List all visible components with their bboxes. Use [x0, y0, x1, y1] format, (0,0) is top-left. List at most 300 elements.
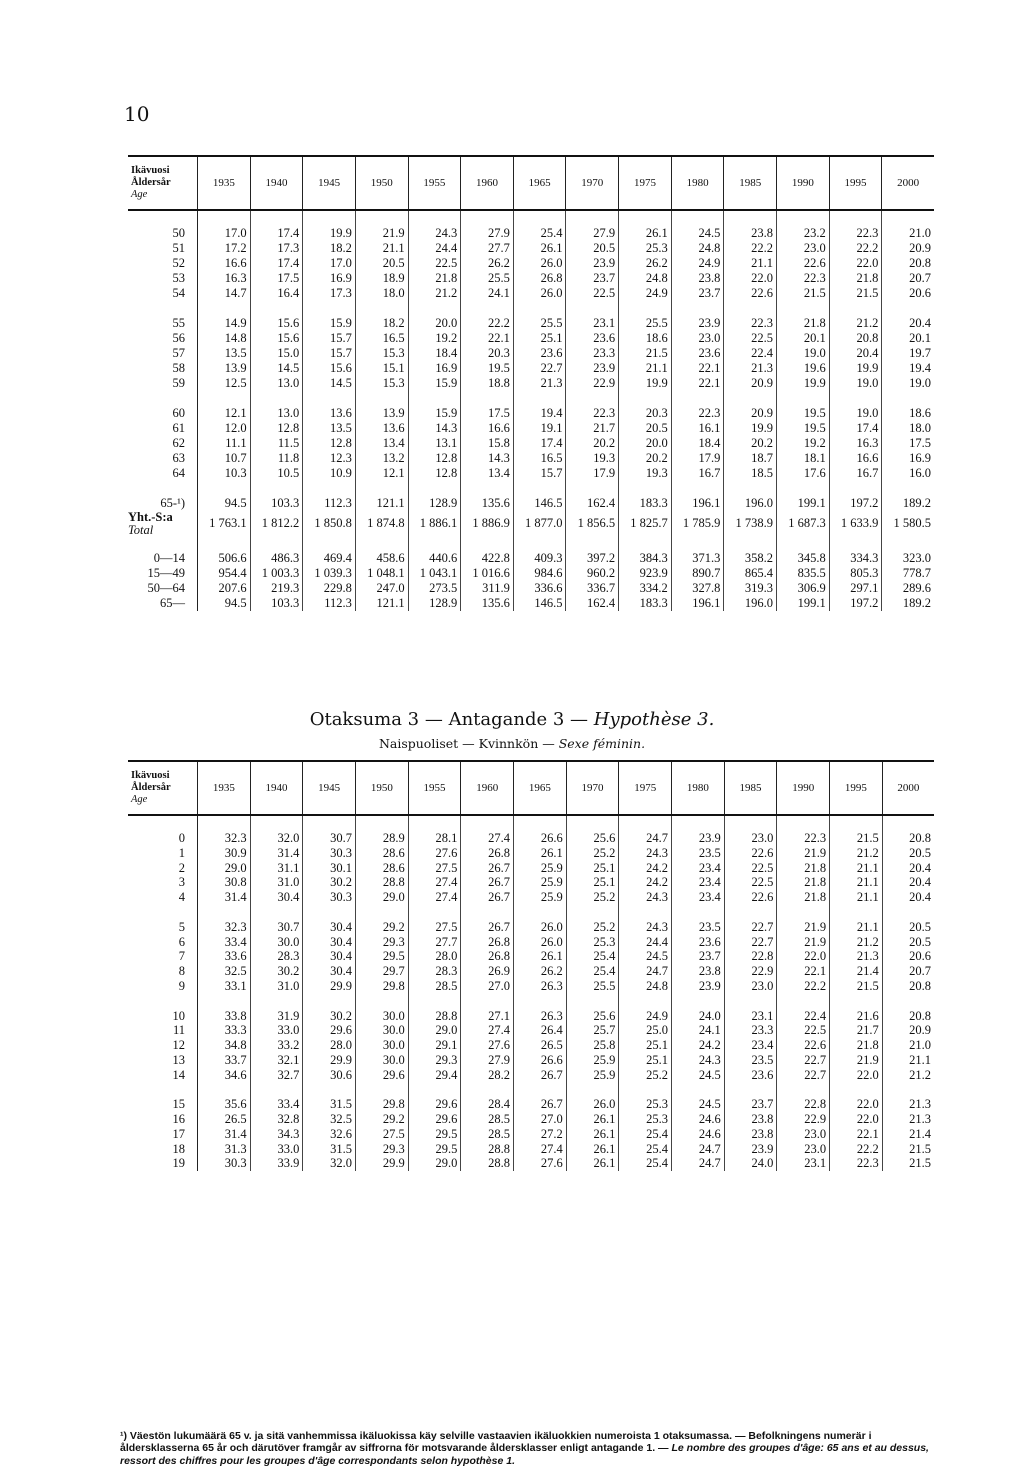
spacer-cell — [777, 481, 830, 496]
value-cell: 14.7 — [198, 286, 251, 301]
value-cell: 23.6 — [513, 346, 566, 361]
value-cell: 23.4 — [672, 875, 725, 890]
year-header: 1980 — [671, 156, 724, 210]
spacer-cell — [672, 1082, 725, 1097]
value-cell: 21.1 — [619, 361, 672, 376]
value-cell: 24.7 — [672, 1156, 725, 1171]
value-cell: 20.7 — [909, 964, 931, 979]
value-cell: 18.1 — [777, 451, 830, 466]
age-label: Yht.-S:a — [128, 510, 173, 524]
value-cell: 22.0 — [724, 271, 777, 286]
spacer-cell — [250, 536, 303, 551]
value-cell: 30.8 — [198, 875, 251, 890]
value-cell: 16.4 — [250, 286, 303, 301]
spacer-cell — [619, 1082, 672, 1097]
table-row — [128, 406, 934, 421]
year-header: 1980 — [672, 761, 725, 815]
value-cell: 27.9 — [566, 226, 619, 241]
spacer-cell — [777, 994, 830, 1009]
value-cell: 18.5 — [724, 466, 777, 481]
value-cell: 23.5 — [672, 846, 725, 861]
value-cell: 135.6 — [461, 596, 514, 611]
upper-table-body — [128, 210, 934, 611]
value-cell: 31.4 — [198, 890, 251, 905]
table-row — [128, 1068, 934, 1083]
value-cell: 29.8 — [356, 979, 409, 994]
value-cell: 20.5 — [909, 919, 931, 934]
value-cell: 20.1 — [777, 331, 830, 346]
value-cell: 33.3 — [198, 1023, 251, 1038]
value-cell: 29.0 — [408, 1023, 461, 1038]
value-cell: 13.6 — [303, 406, 356, 421]
value-cell: 18.2 — [355, 316, 408, 331]
value-cell: 30.0 — [356, 1053, 409, 1068]
value-cell: 16.9 — [408, 361, 461, 376]
spacer-row — [128, 1082, 934, 1097]
value-cell: 29.2 — [356, 1112, 409, 1127]
value-cell: 12.8 — [408, 451, 461, 466]
value-cell: 29.6 — [408, 1097, 461, 1112]
value-cell: 18.0 — [909, 421, 931, 436]
value-cell: 94.5 — [198, 496, 251, 511]
spacer-cell — [198, 994, 251, 1009]
value-cell: 121.1 — [355, 596, 408, 611]
value-cell: 23.8 — [724, 1127, 777, 1142]
value-cell: 31.1 — [250, 860, 303, 875]
value-cell: 23.0 — [724, 979, 777, 994]
value-cell: 29.0 — [408, 1156, 461, 1171]
value-cell: 16.5 — [355, 331, 408, 346]
value-cell: 1 856.5 — [566, 511, 619, 536]
value-cell: 21.9 — [777, 846, 830, 861]
value-cell: 23.0 — [671, 331, 724, 346]
value-cell: 1 886.9 — [461, 511, 514, 536]
value-cell: 960.2 — [566, 566, 619, 581]
spacer-cell — [777, 210, 830, 226]
spacer-cell — [128, 391, 198, 406]
value-cell: 27.7 — [408, 934, 461, 949]
value-cell: 21.2 — [408, 286, 461, 301]
value-cell: 31.5 — [303, 1142, 356, 1157]
spacer-cell — [303, 994, 356, 1009]
value-cell: 26.4 — [514, 1023, 567, 1038]
spacer-cell — [566, 905, 619, 920]
year-header: 1990 — [777, 761, 830, 815]
value-cell: 24.3 — [619, 890, 672, 905]
value-cell: 32.6 — [303, 1127, 356, 1142]
year-header: 1975 — [619, 156, 672, 210]
value-cell: 25.0 — [619, 1023, 672, 1038]
value-cell: 21.7 — [566, 421, 619, 436]
value-cell: 30.3 — [303, 846, 356, 861]
value-cell: 297.1 — [829, 581, 882, 596]
table-row — [128, 860, 934, 875]
spacer-cell — [882, 301, 934, 316]
spacer-cell — [355, 536, 408, 551]
value-cell: 345.8 — [777, 551, 830, 566]
value-cell: 33.6 — [198, 949, 251, 964]
value-cell: 33.7 — [198, 1053, 251, 1068]
value-cell: 26.7 — [514, 1068, 567, 1083]
value-cell: 1 738.9 — [724, 511, 777, 536]
value-cell: 21.8 — [829, 271, 882, 286]
value-cell: 31.5 — [303, 1097, 356, 1112]
value-cell: 10.3 — [198, 466, 251, 481]
value-cell: 28.3 — [408, 964, 461, 979]
value-cell: 14.5 — [250, 361, 303, 376]
value-cell: 26.7 — [461, 890, 514, 905]
value-cell: 33.0 — [250, 1142, 303, 1157]
spacer-cell — [724, 391, 777, 406]
value-cell: 26.1 — [566, 1156, 619, 1171]
value-cell: 26.1 — [566, 1112, 619, 1127]
value-cell: 30.0 — [356, 1008, 409, 1023]
lower-table-body — [128, 815, 934, 1171]
age-cell: 59 — [128, 376, 198, 391]
value-cell: 13.0 — [250, 376, 303, 391]
value-cell: 23.0 — [777, 1127, 830, 1142]
value-cell: 21.5 — [909, 1156, 931, 1171]
spacer-cell — [882, 391, 934, 406]
value-cell: 23.0 — [777, 1142, 830, 1157]
spacer-cell — [461, 994, 514, 1009]
spacer-cell — [356, 994, 409, 1009]
spacer-cell — [250, 210, 303, 226]
value-cell: 890.7 — [671, 566, 724, 581]
value-cell: 24.3 — [672, 1053, 725, 1068]
value-cell: 15.3 — [355, 376, 408, 391]
spacer-cell — [250, 905, 303, 920]
value-cell: 18.6 — [619, 331, 672, 346]
spacer-row — [128, 391, 934, 406]
value-cell: 21.2 — [909, 1067, 931, 1082]
table-row — [128, 934, 934, 949]
age-cell: 51 — [128, 241, 198, 256]
value-cell: 196.1 — [671, 496, 724, 511]
value-cell: 19.3 — [566, 451, 619, 466]
spacer-cell — [198, 210, 251, 226]
value-cell: 16.6 — [829, 451, 882, 466]
value-cell: 23.5 — [672, 920, 725, 935]
spacer-cell — [461, 905, 514, 920]
footnote-marker: ¹) — [120, 1430, 127, 1442]
value-cell: 506.6 — [198, 551, 251, 566]
value-cell: 22.4 — [777, 1008, 830, 1023]
table-row — [128, 890, 934, 905]
value-cell: 23.9 — [566, 256, 619, 271]
table-row — [128, 1023, 934, 1038]
value-cell: 32.7 — [250, 1068, 303, 1083]
value-cell: 21.5 — [830, 831, 883, 846]
value-cell: 16.7 — [829, 466, 882, 481]
age-cell: 0—14 — [128, 551, 198, 566]
value-cell: 22.8 — [724, 949, 777, 964]
value-cell: 1 687.3 — [777, 511, 830, 536]
age-header-fi: Ikävuosi — [131, 769, 170, 781]
spacer-cell — [619, 481, 672, 496]
value-cell: 23.3 — [724, 1023, 777, 1038]
value-cell: 23.9 — [724, 1142, 777, 1157]
value-cell: 22.1 — [671, 376, 724, 391]
value-cell: 29.9 — [356, 1156, 409, 1171]
value-cell: 27.5 — [408, 920, 461, 935]
spacer-cell — [724, 815, 777, 831]
value-cell: 128.9 — [408, 496, 461, 511]
value-cell: 21.1 — [830, 860, 883, 875]
spacer-cell — [250, 391, 303, 406]
value-cell: 21.3 — [724, 361, 777, 376]
value-cell: 28.9 — [356, 831, 409, 846]
value-cell: 26.3 — [514, 979, 567, 994]
age-cell: 50 — [128, 226, 198, 241]
value-cell: 103.3 — [250, 596, 303, 611]
value-cell: 25.8 — [566, 1038, 619, 1053]
spacer-cell — [250, 1082, 303, 1097]
value-cell: 358.2 — [724, 551, 777, 566]
value-cell: 21.1 — [830, 875, 883, 890]
value-cell: 26.1 — [514, 846, 567, 861]
value-cell: 26.8 — [461, 846, 514, 861]
value-cell: 146.5 — [513, 596, 566, 611]
year-header: 1935 — [198, 761, 251, 815]
age-cell: 14 — [128, 1068, 198, 1083]
age-cell: 7 — [128, 949, 198, 964]
value-cell: 23.6 — [672, 934, 725, 949]
spacer-cell — [408, 1082, 461, 1097]
value-cell: 27.4 — [461, 1023, 514, 1038]
table-row — [128, 496, 934, 511]
year-header: 1965 — [514, 761, 567, 815]
year-header: 1985 — [724, 156, 777, 210]
value-cell: 21.5 — [619, 346, 672, 361]
value-cell: 26.1 — [566, 1142, 619, 1157]
value-cell: 23.8 — [724, 226, 777, 241]
value-cell: 27.9 — [461, 1053, 514, 1068]
age-cell: 53 — [128, 271, 198, 286]
value-cell: 30.2 — [303, 1008, 356, 1023]
spacer-cell — [408, 301, 461, 316]
value-cell: 14.5 — [303, 376, 356, 391]
value-cell: 26.0 — [513, 256, 566, 271]
age-cell: 61 — [128, 421, 198, 436]
age-cell: 12 — [128, 1038, 198, 1053]
age-cell: 6 — [128, 934, 198, 949]
year-header: 1995 — [829, 156, 882, 210]
value-cell: 199.1 — [777, 496, 830, 511]
value-cell: 25.5 — [461, 271, 514, 286]
value-cell: 21.3 — [513, 376, 566, 391]
value-cell: 22.9 — [566, 376, 619, 391]
footnote-text: Väestön lukumäärä 65 v. ja sitä vanhemmissa ikäluokissa käy selville vastaavien ikäluokkien numeroista 1 otaksumassa. — Befolkningens numerär i åldersklasserna 65 år och därutöver framgår av siffrorna för motsvarande åldersklasser enligt antagande 1. — — [120, 1430, 872, 1455]
value-cell: 22.6 — [724, 846, 777, 861]
value-cell: 13.4 — [355, 436, 408, 451]
hypothesis-title — [0, 709, 1024, 730]
value-cell: 306.9 — [777, 581, 830, 596]
value-cell: 19.5 — [777, 421, 830, 436]
value-cell: 22.4 — [724, 346, 777, 361]
value-cell: 17.0 — [303, 256, 356, 271]
spacer-cell — [355, 210, 408, 226]
spacer-cell — [829, 210, 882, 226]
age-cell: 65— — [128, 596, 198, 611]
value-cell: 18.8 — [461, 376, 514, 391]
value-cell: 21.5 — [829, 286, 882, 301]
table-row — [128, 346, 934, 361]
age-cell: 8 — [128, 964, 198, 979]
value-cell: 13.9 — [355, 406, 408, 421]
value-cell: 25.7 — [566, 1023, 619, 1038]
value-cell: 30.4 — [303, 934, 356, 949]
spacer-cell — [303, 905, 356, 920]
value-cell: 26.7 — [461, 920, 514, 935]
spacer-cell — [198, 481, 251, 496]
table-row — [128, 581, 934, 596]
value-cell: 20.4 — [909, 316, 931, 331]
spacer-cell — [882, 815, 934, 831]
value-cell: 16.9 — [303, 271, 356, 286]
value-cell: 17.5 — [909, 436, 931, 451]
table-row — [128, 241, 934, 256]
value-cell: 24.2 — [672, 1038, 725, 1053]
value-cell: 20.7 — [909, 271, 931, 286]
value-cell: 24.2 — [619, 860, 672, 875]
spacer-cell — [128, 1082, 198, 1097]
table-row — [128, 979, 934, 994]
table-row — [128, 271, 934, 286]
value-cell: 12.3 — [303, 451, 356, 466]
value-cell: 23.2 — [777, 226, 830, 241]
value-cell: 25.9 — [514, 875, 567, 890]
value-cell: 30.4 — [250, 890, 303, 905]
spacer-cell — [724, 301, 777, 316]
table-row — [128, 846, 934, 861]
value-cell: 29.9 — [303, 979, 356, 994]
value-cell: 371.3 — [671, 551, 724, 566]
value-cell: 22.2 — [829, 241, 882, 256]
value-cell: 10.5 — [250, 466, 303, 481]
value-cell: 146.5 — [513, 496, 566, 511]
value-cell: 29.7 — [356, 964, 409, 979]
value-cell: 24.3 — [619, 846, 672, 861]
value-cell: 20.5 — [909, 845, 931, 860]
value-cell: 22.7 — [724, 920, 777, 935]
value-cell: 183.3 — [619, 496, 672, 511]
age-column-header — [128, 761, 198, 815]
spacer-cell — [882, 994, 934, 1009]
value-cell: 30.4 — [303, 964, 356, 979]
spacer-cell — [303, 391, 356, 406]
age-cell: 55 — [128, 316, 198, 331]
value-cell: 34.8 — [198, 1038, 251, 1053]
value-cell: 17.6 — [777, 466, 830, 481]
age-header-sv: Åldersår — [131, 176, 171, 188]
hypothesis-subtitle — [0, 736, 1024, 751]
value-cell: 22.8 — [777, 1097, 830, 1112]
value-cell: 27.4 — [408, 890, 461, 905]
value-cell: 24.7 — [619, 964, 672, 979]
value-cell: 25.3 — [619, 1097, 672, 1112]
value-cell: 19.0 — [829, 406, 882, 421]
value-cell: 31.4 — [198, 1127, 251, 1142]
value-cell: 28.0 — [303, 1038, 356, 1053]
year-header: 1950 — [356, 761, 409, 815]
value-cell: 29.9 — [303, 1053, 356, 1068]
value-cell: 19.9 — [777, 376, 830, 391]
value-cell: 22.5 — [408, 256, 461, 271]
value-cell: 26.1 — [619, 226, 672, 241]
value-cell: 30.2 — [303, 875, 356, 890]
value-cell: 17.4 — [250, 256, 303, 271]
age-cell: 58 — [128, 361, 198, 376]
value-cell: 24.5 — [619, 949, 672, 964]
value-cell: 17.5 — [250, 271, 303, 286]
value-cell: 32.0 — [303, 1156, 356, 1171]
value-cell: 14.3 — [408, 421, 461, 436]
subtitle-italic: Sexe féminin. — [558, 736, 646, 751]
value-cell: 28.5 — [408, 979, 461, 994]
value-cell: 22.7 — [777, 1068, 830, 1083]
age-cell: 62 — [128, 436, 198, 451]
value-cell: 26.3 — [514, 1008, 567, 1023]
value-cell: 22.3 — [724, 316, 777, 331]
value-cell: 22.2 — [724, 241, 777, 256]
spacer-cell — [671, 391, 724, 406]
value-cell: 22.1 — [671, 361, 724, 376]
value-cell: 22.1 — [461, 331, 514, 346]
value-cell: 30.7 — [250, 920, 303, 935]
value-cell: 30.4 — [303, 949, 356, 964]
spacer-cell — [619, 994, 672, 1009]
value-cell: 22.5 — [724, 860, 777, 875]
age-cell: 0 — [128, 831, 198, 846]
value-cell: 23.6 — [566, 331, 619, 346]
value-cell: 21.2 — [830, 846, 883, 861]
age-cell: 9 — [128, 979, 198, 994]
value-cell: 24.9 — [619, 286, 672, 301]
table-row — [128, 1097, 934, 1112]
value-cell: 26.9 — [461, 964, 514, 979]
spacer-cell — [777, 815, 830, 831]
age-cell: 13 — [128, 1053, 198, 1068]
year-header: 1955 — [408, 156, 461, 210]
value-cell: 25.2 — [566, 920, 619, 935]
value-cell: 17.4 — [513, 436, 566, 451]
value-cell: 21.2 — [829, 316, 882, 331]
value-cell: 778.7 — [902, 566, 931, 581]
value-cell: 16.6 — [198, 256, 251, 271]
age-cell: 54 — [128, 286, 198, 301]
value-cell: 34.6 — [198, 1068, 251, 1083]
value-cell: 31.0 — [250, 875, 303, 890]
value-cell: 22.7 — [724, 934, 777, 949]
value-cell: 23.4 — [672, 890, 725, 905]
table-row — [128, 1142, 934, 1157]
year-header: 1995 — [830, 761, 883, 815]
value-cell: 1 825.7 — [619, 511, 672, 536]
spacer-cell — [461, 391, 514, 406]
age-cell — [128, 511, 198, 536]
value-cell: 183.3 — [619, 596, 672, 611]
value-cell: 273.5 — [408, 581, 461, 596]
value-cell: 30.3 — [198, 1156, 251, 1171]
value-cell: 19.0 — [777, 346, 830, 361]
value-cell: 22.3 — [830, 1156, 883, 1171]
value-cell: 440.6 — [408, 551, 461, 566]
value-cell: 20.5 — [619, 421, 672, 436]
value-cell: 30.4 — [303, 920, 356, 935]
value-cell: 22.6 — [777, 1038, 830, 1053]
value-cell: 20.8 — [909, 256, 931, 271]
